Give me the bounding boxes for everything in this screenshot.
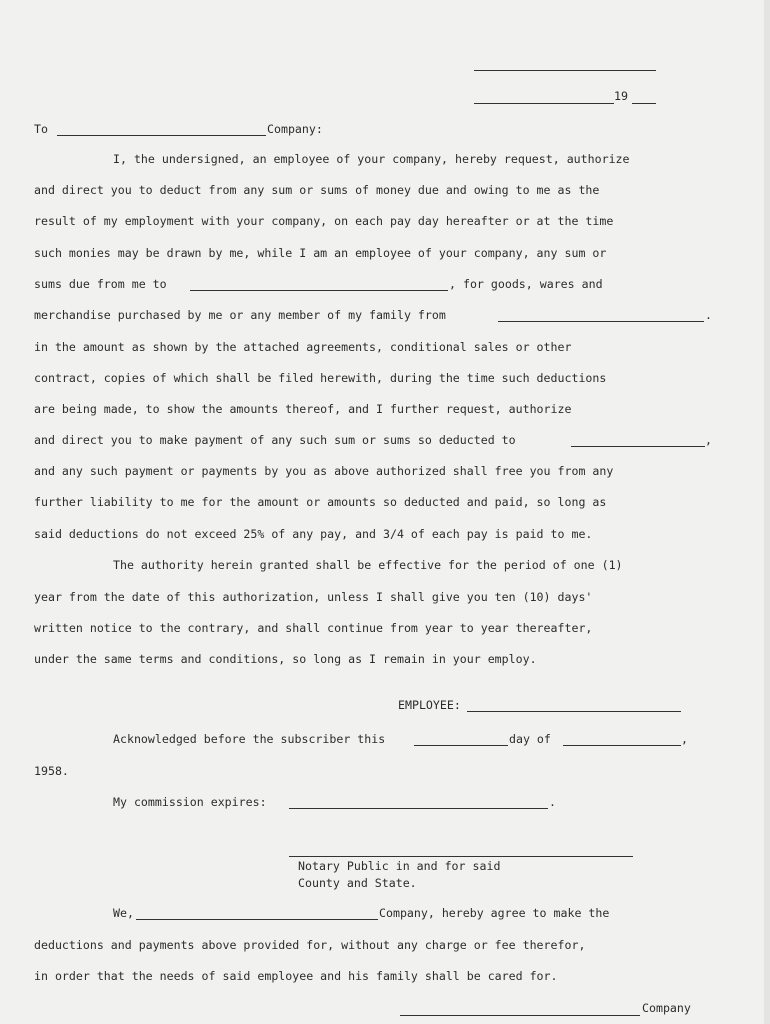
ack-day-line[interactable]	[414, 745, 508, 746]
creditor-name-line[interactable]	[190, 290, 448, 291]
body-line: said deductions do not exceed 25% of any pay, and 3/4 of each pay is paid to me.	[34, 527, 593, 541]
date-line-bottom[interactable]	[474, 103, 614, 104]
body-line: and direct you to deduct from any sum or sums of money due and owing to me as the	[34, 183, 600, 197]
body-line: merchandise purchased by me or any member of my family from	[34, 308, 446, 322]
ack-comma: ,	[681, 732, 688, 746]
commission-date-line[interactable]	[289, 808, 548, 809]
company-signature-label: Company	[642, 1001, 691, 1015]
body-line: and any such payment or payments by you as above authorized shall free you from any	[34, 464, 614, 478]
ack-year: 1958.	[34, 764, 69, 778]
body-line: are being made, to show the amounts thereof, and I further request, authorize	[34, 402, 572, 416]
body-line: and direct you to make payment of any such sum or sums so deducted to	[34, 433, 516, 447]
body-line-period: .	[705, 308, 712, 322]
company-label: Company:	[267, 122, 323, 136]
to-label: To	[34, 122, 48, 136]
ack-month-line[interactable]	[563, 745, 681, 746]
body-line: such monies may be drawn by me, while I am an employee of your company, any sum or	[34, 246, 607, 260]
body-line: contract, copies of which shall be filed herewith, during the time such deductions	[34, 371, 607, 385]
body-line: written notice to the contrary, and shall continue from year to year thereafter,	[34, 621, 593, 635]
body-line: in the amount as shown by the attached agreements, conditional sales or other	[34, 340, 572, 354]
commission-period: .	[549, 795, 556, 809]
agreeing-company-line[interactable]	[136, 919, 378, 920]
acknowledged-text: Acknowledged before the subscriber this	[113, 732, 386, 746]
body-line: result of my employment with your company, on each pay day hereafter or at the time	[34, 214, 614, 228]
we-label: We,	[113, 906, 134, 920]
day-of-text: day of	[509, 732, 551, 746]
merchant-name-line[interactable]	[498, 321, 704, 322]
page-edge-shadow	[764, 0, 770, 1024]
body-line: further liability to me for the amount or amounts so deducted and paid, so long as	[34, 495, 607, 509]
body-line: in order that the needs of said employee and his family shall be cared for.	[34, 969, 558, 983]
body-line: under the same terms and conditions, so long as I remain in your employ.	[34, 652, 537, 666]
notary-signature-line[interactable]	[289, 856, 633, 857]
employee-label: EMPLOYEE:	[398, 698, 461, 712]
body-line: I, the undersigned, an employee of your company, hereby request, authorize	[113, 152, 630, 166]
company-signature-line[interactable]	[400, 1015, 640, 1016]
body-line: deductions and payments above provided for, without any charge or fee therefor,	[34, 938, 586, 952]
body-line: The authority herein granted shall be effective for the period of one (1)	[113, 558, 623, 572]
year-line[interactable]	[632, 103, 656, 104]
body-line: year from the date of this authorization, unless I shall give you ten (10) days'	[34, 590, 593, 604]
year-prefix: 19	[614, 89, 628, 103]
notary-title: Notary Public in and for said	[298, 859, 501, 873]
body-line: , for goods, wares and	[449, 277, 603, 291]
company-agree-text: Company, hereby agree to make the	[379, 906, 610, 920]
body-line: sums due from me to	[34, 277, 167, 291]
company-name-line[interactable]	[57, 135, 266, 136]
commission-label: My commission expires:	[113, 795, 267, 809]
notary-jurisdiction: County and State.	[298, 876, 417, 890]
employee-signature-line[interactable]	[467, 711, 681, 712]
body-line-comma: ,	[705, 433, 712, 447]
date-line-top[interactable]	[474, 70, 656, 71]
payee-name-line[interactable]	[571, 446, 705, 447]
